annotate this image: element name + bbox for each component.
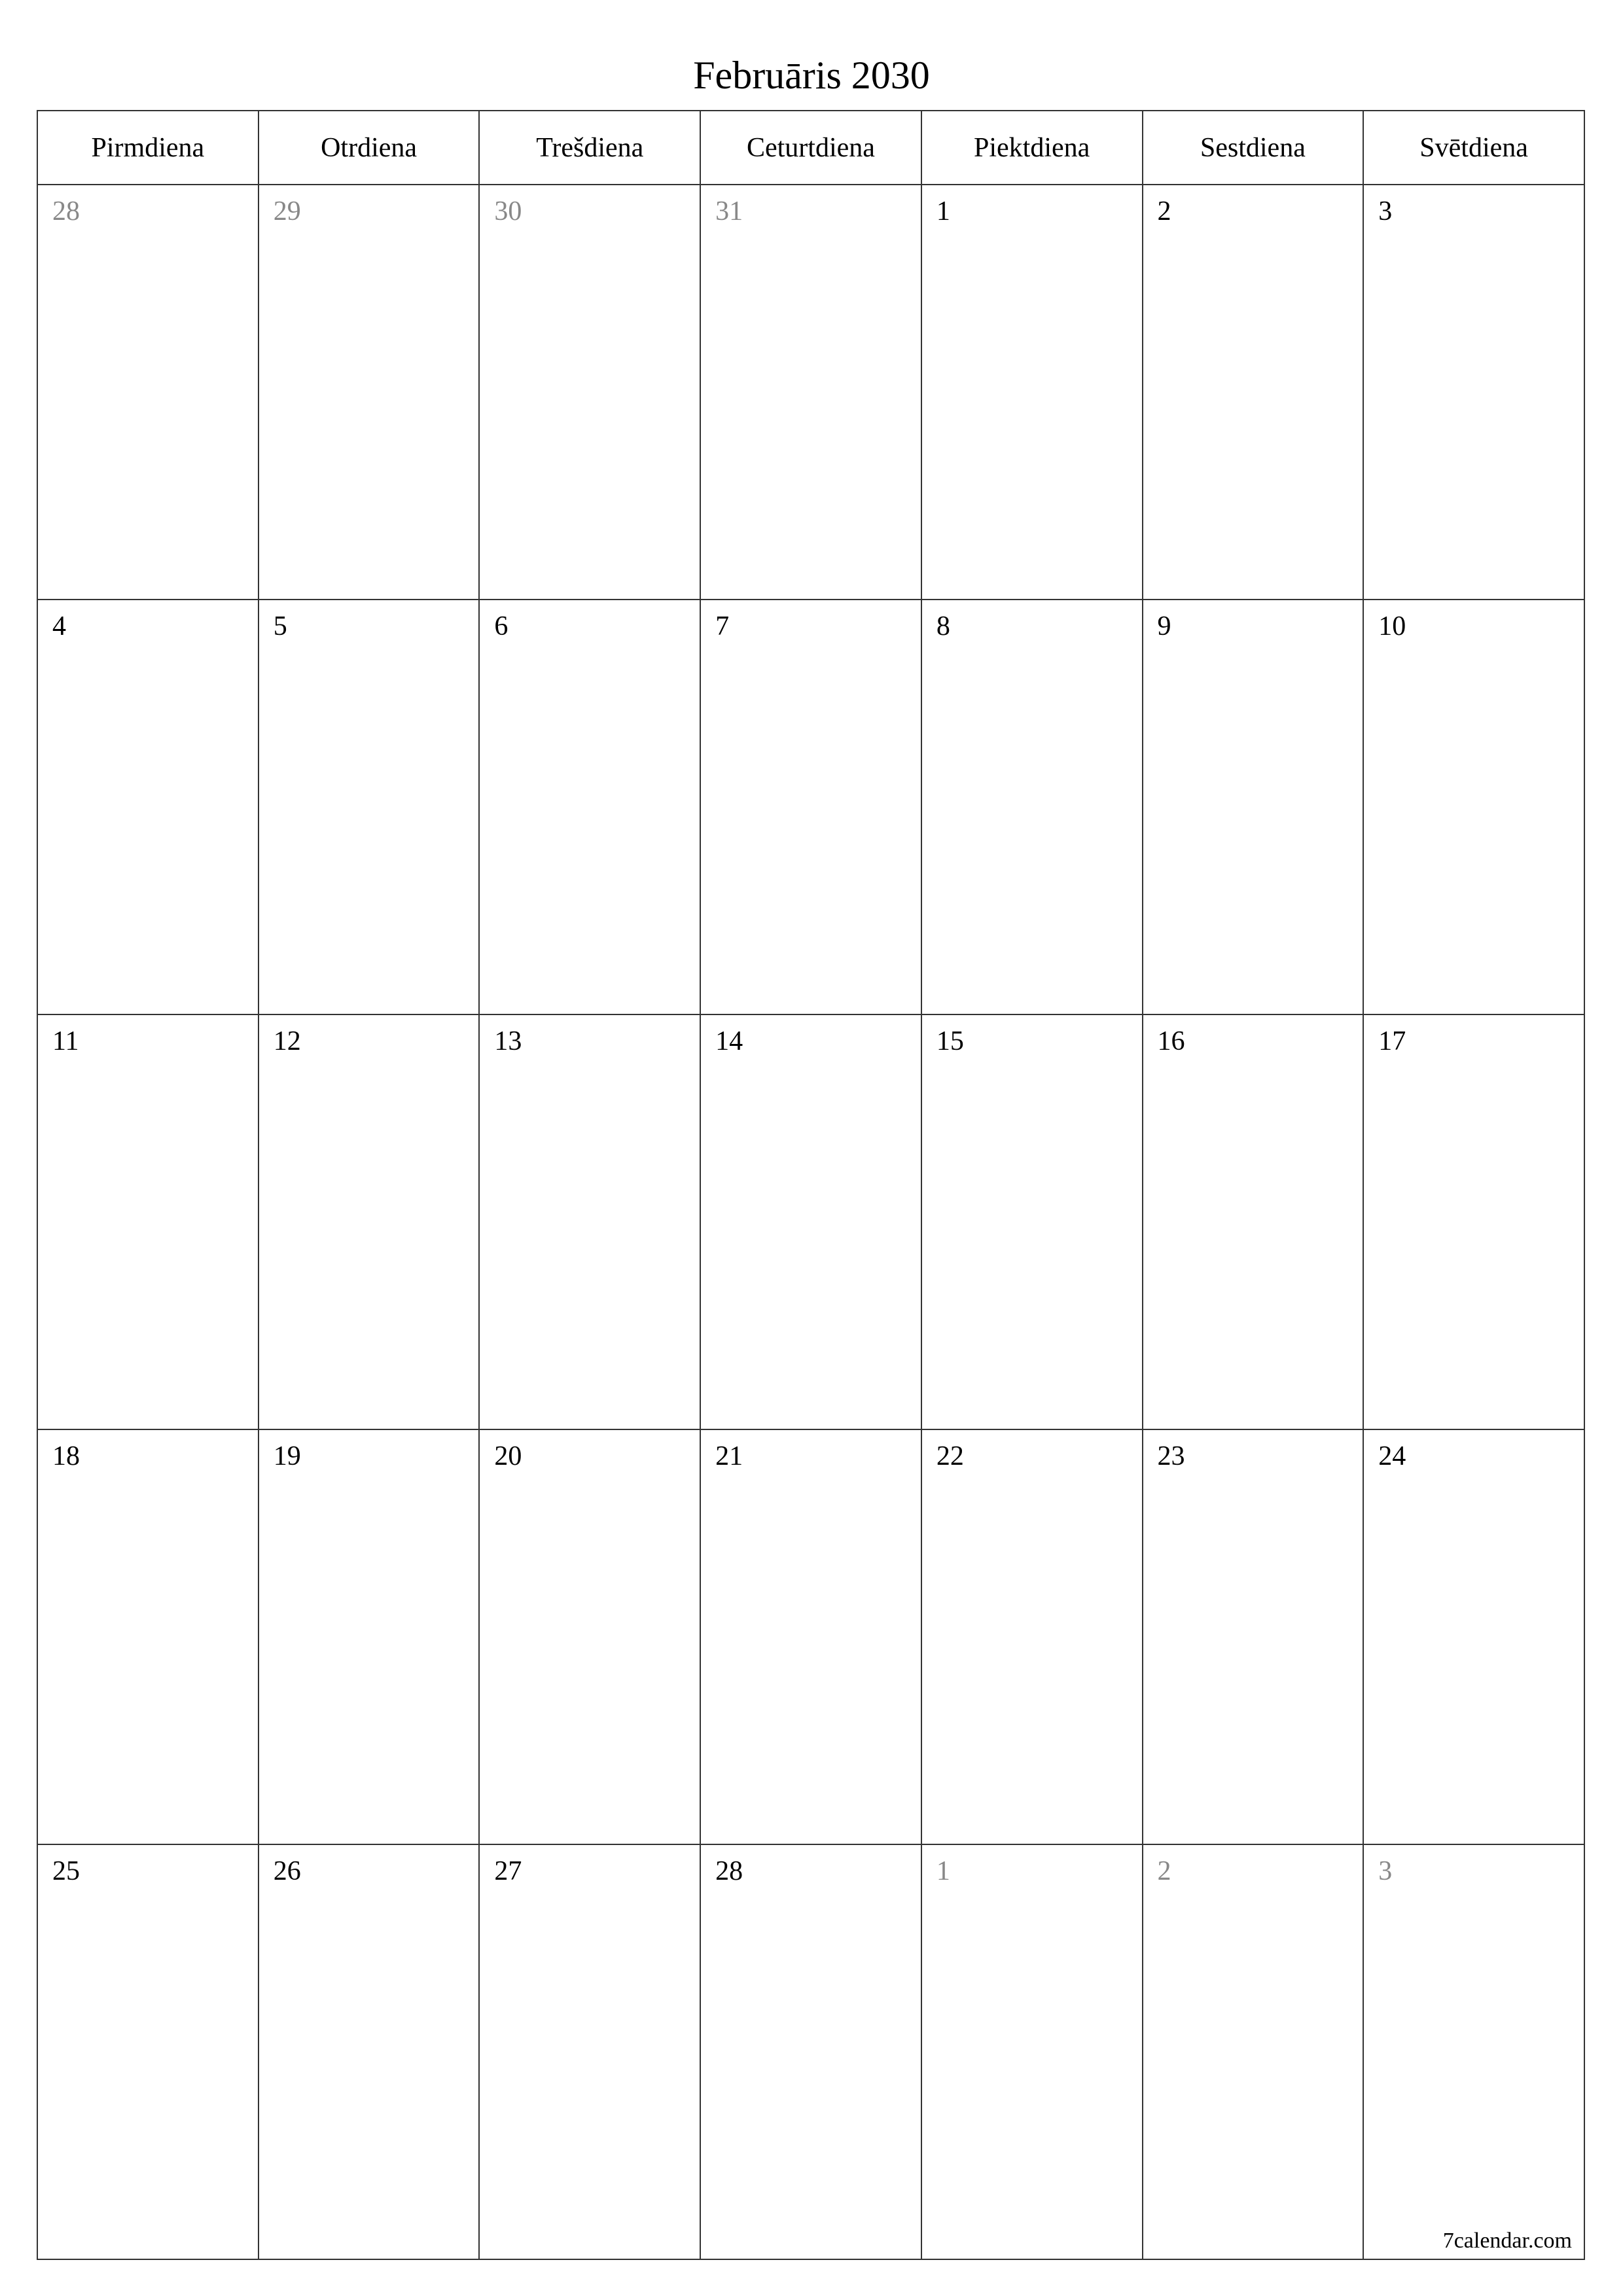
- day-number: 16: [1157, 1026, 1185, 1056]
- day-number: 7: [715, 611, 730, 641]
- day-cell[interactable]: [479, 600, 700, 1014]
- day-cell[interactable]: [1363, 600, 1584, 1014]
- day-cell[interactable]: [37, 600, 259, 1014]
- day-cell[interactable]: [921, 1844, 1143, 2259]
- other-month-day-number: 31: [715, 196, 743, 226]
- week-row: [37, 1014, 1584, 1429]
- watermark-link[interactable]: 7calendar.com: [1442, 2229, 1572, 2253]
- other-month-day-number: 28: [52, 196, 80, 226]
- day-cell[interactable]: [37, 1844, 259, 2259]
- day-number: 2: [1157, 196, 1171, 226]
- day-cell[interactable]: [700, 185, 921, 600]
- day-number: 14: [715, 1026, 743, 1056]
- day-cell[interactable]: [700, 1844, 921, 2259]
- day-cell[interactable]: [1143, 600, 1364, 1014]
- day-number: 15: [936, 1026, 964, 1056]
- day-number: 26: [273, 1856, 301, 1886]
- day-number: 12: [273, 1026, 301, 1056]
- day-cell[interactable]: [37, 1429, 259, 1844]
- day-number: 6: [494, 611, 508, 641]
- day-number: 17: [1378, 1026, 1406, 1056]
- day-cell[interactable]: [921, 1014, 1143, 1429]
- day-number: 28: [715, 1856, 743, 1886]
- day-cell[interactable]: [37, 185, 259, 600]
- day-number: 4: [52, 611, 66, 641]
- day-number: 20: [494, 1441, 522, 1471]
- day-cell[interactable]: [700, 1429, 921, 1844]
- day-number: 1: [936, 196, 950, 226]
- day-number: 5: [273, 611, 287, 641]
- day-cell[interactable]: [921, 600, 1143, 1014]
- week-row: [37, 1429, 1584, 1844]
- day-cell[interactable]: [700, 1014, 921, 1429]
- weekday-header-row: [37, 111, 1584, 185]
- week-row: [37, 600, 1584, 1014]
- day-cell[interactable]: [479, 1014, 700, 1429]
- weekday-header: Ceturtdiena: [700, 111, 921, 185]
- day-number: 24: [1378, 1441, 1406, 1471]
- other-month-day-number: 2: [1157, 1856, 1171, 1886]
- day-cell[interactable]: [479, 185, 700, 600]
- day-number: 25: [52, 1856, 80, 1886]
- day-cell[interactable]: [1363, 185, 1584, 600]
- day-cell[interactable]: [479, 1844, 700, 2259]
- weekday-header: Pirmdiena: [37, 111, 259, 185]
- day-number: 21: [715, 1441, 743, 1471]
- day-cell[interactable]: [1363, 1429, 1584, 1844]
- day-cell[interactable]: [1363, 1844, 1584, 2259]
- day-number: 23: [1157, 1441, 1185, 1471]
- day-number: 19: [273, 1441, 301, 1471]
- day-number: 8: [936, 611, 950, 641]
- day-cell[interactable]: [259, 1014, 480, 1429]
- day-cell[interactable]: [921, 1429, 1143, 1844]
- weekday-header: Svētdiena: [1363, 111, 1584, 185]
- other-month-day-number: 29: [273, 196, 301, 226]
- day-number: 11: [52, 1026, 79, 1056]
- day-cell[interactable]: [479, 1429, 700, 1844]
- day-number: 9: [1157, 611, 1171, 641]
- day-number: 13: [494, 1026, 522, 1056]
- day-cell[interactable]: [1143, 1014, 1364, 1429]
- weekday-header: Sestdiena: [1143, 111, 1364, 185]
- day-cell[interactable]: [1143, 1844, 1364, 2259]
- weekday-header: Trešdiena: [479, 111, 700, 185]
- day-cell[interactable]: [259, 600, 480, 1014]
- day-cell[interactable]: [921, 185, 1143, 600]
- day-number: 3: [1378, 196, 1393, 226]
- week-row: [37, 1844, 1584, 2259]
- day-number: 10: [1378, 611, 1406, 641]
- day-cell[interactable]: [1363, 1014, 1584, 1429]
- day-cell[interactable]: [259, 1844, 480, 2259]
- weekday-header: Otrdiena: [259, 111, 480, 185]
- day-number: 27: [494, 1856, 522, 1886]
- day-cell[interactable]: [1143, 185, 1364, 600]
- other-month-day-number: 30: [494, 196, 522, 226]
- day-cell[interactable]: [259, 185, 480, 600]
- day-number: 18: [52, 1441, 80, 1471]
- other-month-day-number: 1: [936, 1856, 950, 1886]
- day-number: 22: [936, 1441, 964, 1471]
- day-cell[interactable]: [700, 600, 921, 1014]
- calendar-grid: [37, 110, 1585, 2260]
- weekday-header: Piektdiena: [921, 111, 1143, 185]
- day-cell[interactable]: [1143, 1429, 1364, 1844]
- calendar-title: Februāris 2030: [693, 54, 930, 97]
- day-cell[interactable]: [37, 1014, 259, 1429]
- day-cell[interactable]: [259, 1429, 480, 1844]
- other-month-day-number: 3: [1378, 1856, 1393, 1886]
- week-row: [37, 185, 1584, 600]
